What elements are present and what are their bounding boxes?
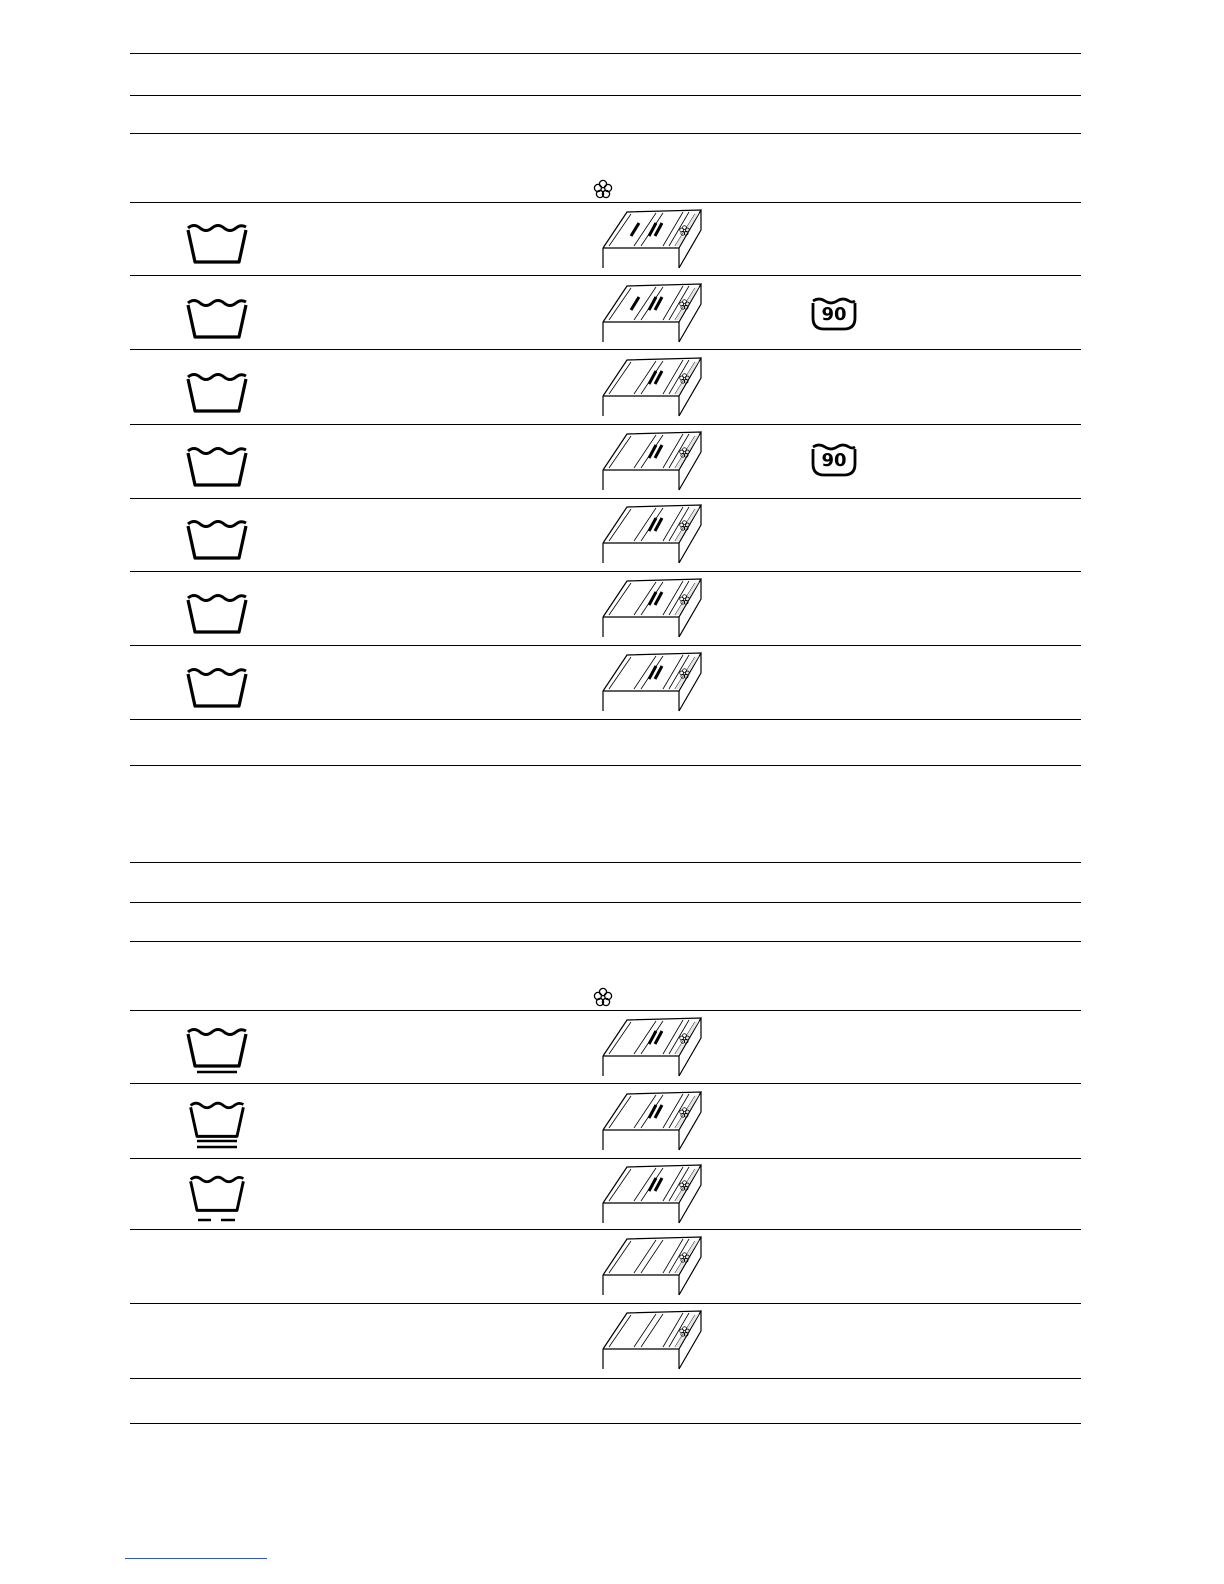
washtub-dashed-bar-icon <box>185 1174 249 1224</box>
table-rule <box>130 645 1081 646</box>
washtub-icon <box>185 592 249 636</box>
dispenser-softener-icon <box>601 1235 705 1297</box>
dispenser-main-softener-icon <box>601 577 705 639</box>
dispenser-main-softener-icon <box>601 430 705 492</box>
washtub-double-bar-icon <box>185 1100 249 1150</box>
table-rule <box>130 571 1081 572</box>
washtub-icon <box>185 371 249 415</box>
washtub-icon <box>185 445 249 489</box>
dispenser-main-softener-icon <box>601 356 705 418</box>
table-rule <box>130 202 1081 203</box>
table-rule <box>130 95 1081 96</box>
table-rule <box>130 902 1081 903</box>
wash-90-icon <box>810 296 858 332</box>
softener-flower-icon <box>593 987 613 1007</box>
table-rule <box>130 498 1081 499</box>
washtub-icon <box>185 297 249 341</box>
washtub-icon <box>185 222 249 266</box>
table-rule <box>130 1378 1081 1379</box>
footer-link-underline <box>125 1558 267 1559</box>
wash-90-icon <box>810 442 858 478</box>
dispenser-main-softener-icon <box>601 651 705 713</box>
table-rule <box>130 1303 1081 1304</box>
washtub-icon <box>185 518 249 562</box>
table-rule <box>130 133 1081 134</box>
table-rule <box>130 1158 1081 1159</box>
table-rule <box>130 1229 1081 1230</box>
dispenser-prewash-main-softener-icon <box>601 282 705 344</box>
table-rule <box>130 53 1081 54</box>
table-rule <box>130 1083 1081 1084</box>
table-rule <box>130 862 1081 863</box>
table-rule <box>130 941 1081 942</box>
wash-temp-label: 90 <box>821 304 847 325</box>
table-rule <box>130 1423 1081 1424</box>
table-rule <box>130 1010 1081 1011</box>
dispenser-main-softener-icon <box>601 503 705 565</box>
dispenser-prewash-main-softener-icon <box>601 208 705 270</box>
washtub-single-bar-icon <box>185 1026 249 1076</box>
dispenser-softener-icon <box>601 1309 705 1371</box>
washtub-icon <box>185 666 249 710</box>
dispenser-main-softener-icon <box>601 1090 705 1152</box>
table-rule <box>130 765 1081 766</box>
dispenser-main-softener-icon <box>601 1016 705 1078</box>
table-rule <box>130 424 1081 425</box>
wash-temp-label: 90 <box>821 450 847 471</box>
table-rule <box>130 349 1081 350</box>
dispenser-main-softener-icon <box>601 1163 705 1225</box>
table-rule <box>130 275 1081 276</box>
table-rule <box>130 719 1081 720</box>
softener-flower-icon <box>593 179 613 199</box>
